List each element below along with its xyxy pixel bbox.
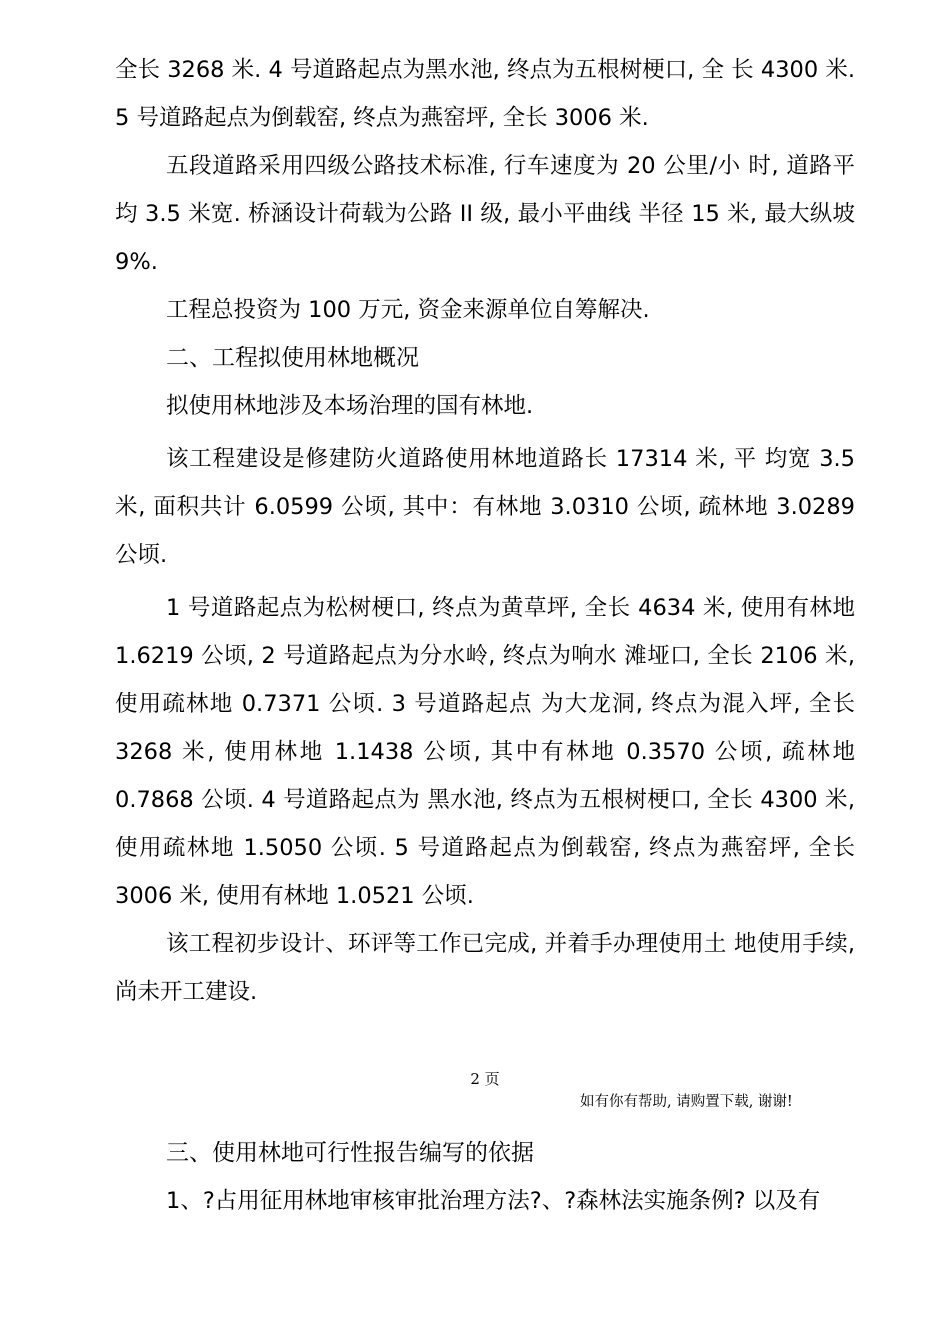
paragraph-road-details: 1 号道路起点为松树梗口, 终点为黄草坪, 全长 4634 米, 使用有林地 1.6219 公顷, 2 号道路起点为分水岭, 终点为响水 滩垭口, 全长 2106 米, 使用疏林地 0.7371 公顷. 3 号道路起点 为大龙洞, 终点为混入坪, 全长 3268 米, 使用林地 1.1438 公顷, 其中有林地 0.3570 公顷, 疏林地 0.7868 公顷. 4 号道路起点为 黑水池, 终点为五根树梗口, 全长 4300 米, 使用疏林地 1.5050 公顷. 5 号道路起点为倒载窑, 终点为燕窑坪, 全长 3006 米, 使用有林地 1.0521 公顷.: [115, 595, 855, 909]
paragraph-forest-scope: 拟使用林地涉及本场治理的国有林地.: [166, 393, 534, 419]
paragraph-investment: 工程总投资为 100 万元, 资金来源单位自筹解决.: [166, 297, 650, 323]
paragraph-basis: 1、?占用征用林地审核审批治理方法?、?森林法实施条例? 以及有: [166, 1188, 821, 1214]
paragraph-project-status: 该工程初步设计、环评等工作已完成, 并着手办理使用土 地使用手续, 尚未开工建设.: [115, 931, 855, 1005]
footer-note: 如有你有帮助, 请购置下载, 谢谢!: [580, 1094, 793, 1110]
paragraph-road-standard: 五段道路采用四级公路技术标准, 行车速度为 20 公里/小 时, 道路平均 3.5 米宽. 桥涵设计荷载为公路 II 级, 最小平曲线 半径 15 米, 最大纵坡 9%.: [115, 153, 855, 275]
paragraph-road-lengths: 全长 3268 米. 4 号道路起点为黑水池, 终点为五根树梗口, 全 长 4300 米. 5 号道路起点为倒载窑, 终点为燕窑坪, 全长 3006 米.: [115, 57, 855, 131]
section-heading-forest-overview: 二、工程拟使用林地概况: [166, 345, 419, 371]
section-heading-basis: 三、使用林地可行性报告编写的依据: [166, 1140, 534, 1166]
paragraph-forest-area: 该工程建设是修建防火道路使用林地道路长 17314 米, 平 均宽 3.5 米, 面积共计 6.0599 公顷, 其中：有林地 3.0310 公顷, 疏林地 3.0289 公顷.: [115, 446, 855, 568]
page-number: 2 页: [470, 1070, 500, 1088]
